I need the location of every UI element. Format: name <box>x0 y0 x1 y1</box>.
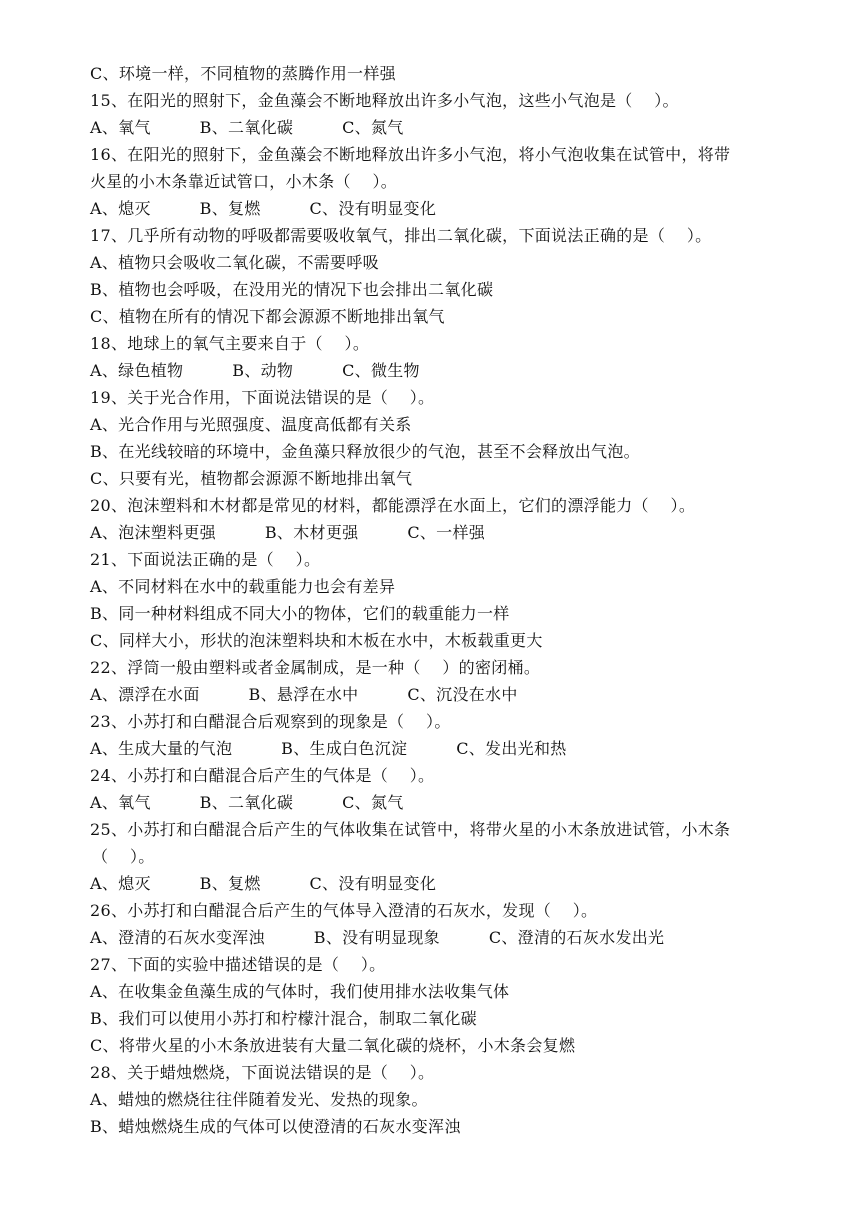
question-stem: 16、在阳光的照射下，金鱼藻会不断地释放出许多小气泡，将小气泡收集在试管中，将带 <box>90 145 731 164</box>
question-stem: 15、在阳光的照射下，金鱼藻会不断地释放出许多小气泡，这些小气泡是（ ）。 <box>90 91 679 110</box>
option-line: A、泡沫塑料更强 B、木材更强 C、一样强 <box>90 523 486 542</box>
question-stem-continued: （ ）。 <box>92 847 155 866</box>
option-line: A、熄灭 B、复燃 C、没有明显变化 <box>90 199 437 218</box>
option-line: C、只要有光，植物都会源源不断地排出氧气 <box>90 469 413 488</box>
option-line: C、同样大小，形状的泡沫塑料块和木板在水中，木板载重更大 <box>90 631 543 650</box>
question-stem: 26、小苏打和白醋混合后产生的气体导入澄清的石灰水，发现（ ）。 <box>90 901 598 920</box>
option-line: A、绿色植物 B、动物 C、微生物 <box>90 361 420 380</box>
option-line: C、环境一样，不同植物的蒸腾作用一样强 <box>90 64 396 83</box>
option-line: A、生成大量的气泡 B、生成白色沉淀 C、发出光和热 <box>90 739 567 758</box>
question-stem: 27、下面的实验中描述错误的是（ ）。 <box>90 955 386 974</box>
option-line: B、在光线较暗的环境中，金鱼藻只释放很少的气泡，甚至不会释放出气泡。 <box>90 442 640 461</box>
question-stem: 22、浮筒一般由塑料或者金属制成，是一种（ ）的密闭桶。 <box>90 658 541 677</box>
option-line: A、漂浮在水面 B、悬浮在水中 C、沉没在水中 <box>90 685 518 704</box>
option-line: A、氧气 B、二氧化碳 C、氮气 <box>90 118 404 137</box>
option-line: A、氧气 B、二氧化碳 C、氮气 <box>90 793 404 812</box>
question-stem: 18、地球上的氧气主要来自于（ ）。 <box>90 334 370 353</box>
question-stem: 20、泡沫塑料和木材都是常见的材料，都能漂浮在水面上，它们的漂浮能力（ ）。 <box>90 496 696 515</box>
option-line: B、植物也会呼吸，在没用光的情况下也会排出二氧化碳 <box>90 280 494 299</box>
question-stem-continued: 火星的小木条靠近试管口，小木条（ ）。 <box>90 172 398 191</box>
option-line: B、我们可以使用小苏打和柠檬汁混合，制取二氧化碳 <box>90 1009 477 1028</box>
question-stem: 21、下面说法正确的是（ ）。 <box>90 550 321 569</box>
option-line: C、将带火星的小木条放进装有大量二氧化碳的烧杯，小木条会复燃 <box>90 1036 576 1055</box>
question-text-block <box>90 60 790 1140</box>
option-line: A、澄清的石灰水变浑浊 B、没有明显现象 C、澄清的石灰水发出光 <box>90 928 665 947</box>
question-stem: 19、关于光合作用，下面说法错误的是（ ）。 <box>90 388 435 407</box>
option-line: C、植物在所有的情况下都会源源不断地排出氧气 <box>90 307 445 326</box>
option-line: B、蜡烛燃烧生成的气体可以使澄清的石灰水变浑浊 <box>90 1117 461 1136</box>
option-line: B、同一种材料组成不同大小的物体，它们的载重能力一样 <box>90 604 510 623</box>
question-stem: 23、小苏打和白醋混合后观察到的现象是（ ）。 <box>90 712 451 731</box>
question-stem: 24、小苏打和白醋混合后产生的气体是（ ）。 <box>90 766 435 785</box>
option-line: A、不同材料在水中的载重能力也会有差异 <box>90 577 396 596</box>
question-stem: 25、小苏打和白醋混合后产生的气体收集在试管中，将带火星的小木条放进试管，小木条 <box>90 820 731 839</box>
option-line: A、植物只会吸收二氧化碳，不需要呼吸 <box>90 253 379 272</box>
question-stem: 28、关于蜡烛燃烧，下面说法错误的是（ ）。 <box>90 1063 435 1082</box>
question-stem: 17、几乎所有动物的呼吸都需要吸收氧气，排出二氧化碳，下面说法正确的是（ ）。 <box>90 226 712 245</box>
option-line: A、在收集金鱼藻生成的气体时，我们使用排水法收集气体 <box>90 982 510 1001</box>
option-line: A、光合作用与光照强度、温度高低都有关系 <box>90 415 412 434</box>
option-line: A、蜡烛的燃烧往往伴随着发光、发热的现象。 <box>90 1090 428 1109</box>
option-line: A、熄灭 B、复燃 C、没有明显变化 <box>90 874 437 893</box>
